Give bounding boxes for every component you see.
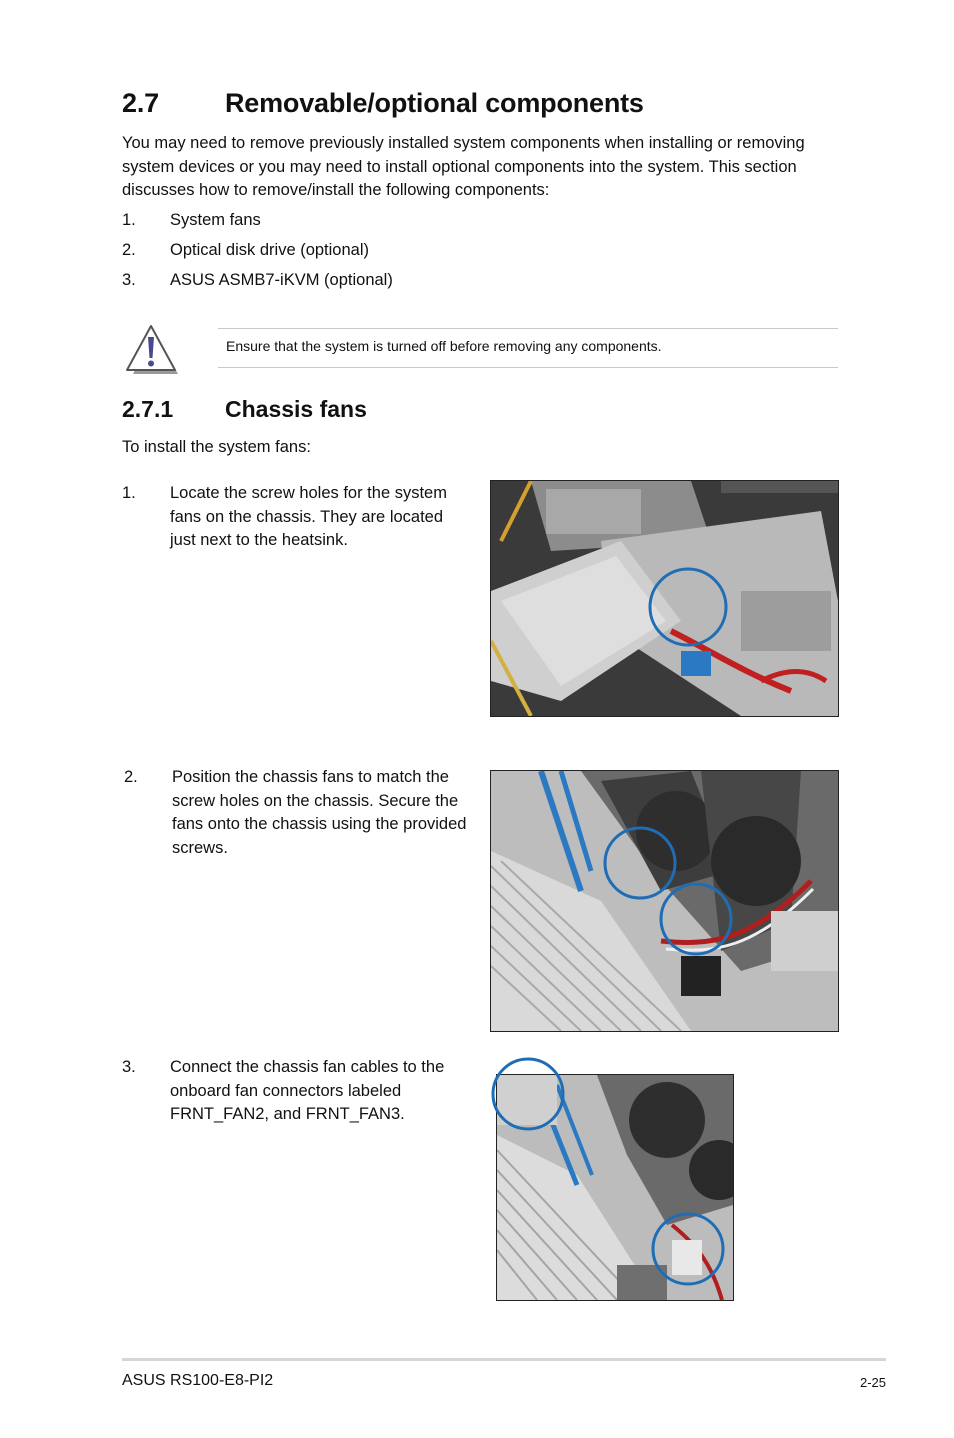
section-number: 2.7	[122, 88, 159, 118]
intro-paragraph: You may need to remove previously installed system components when installing or removing system devices or you may need to install optional components into the system. This section discusses how to remove/install the following components:	[122, 134, 805, 199]
photo-chassis-screw-holes	[490, 480, 839, 717]
subsection-title: Chassis fans	[225, 396, 367, 422]
note-top-rule	[218, 328, 838, 329]
photo-fans-position	[490, 770, 839, 1032]
footer-product: ASUS RS100-E8-PI2	[122, 1372, 274, 1389]
note-bottom-rule	[218, 367, 838, 368]
subsection-number: 2.7.1	[122, 396, 174, 422]
page-number: 2-25	[859, 1375, 886, 1390]
warning-triangle-icon	[125, 322, 181, 378]
connector-highlight-circles	[486, 1054, 732, 1290]
section-heading	[122, 88, 644, 119]
note-text: Ensure that the system is turned off before removing any components.	[226, 338, 662, 354]
subsection-heading	[122, 396, 367, 423]
subsection-lead: To install the system fans:	[122, 438, 311, 456]
section-title: Removable/optional components	[225, 88, 644, 118]
footer-rule	[122, 1358, 886, 1361]
